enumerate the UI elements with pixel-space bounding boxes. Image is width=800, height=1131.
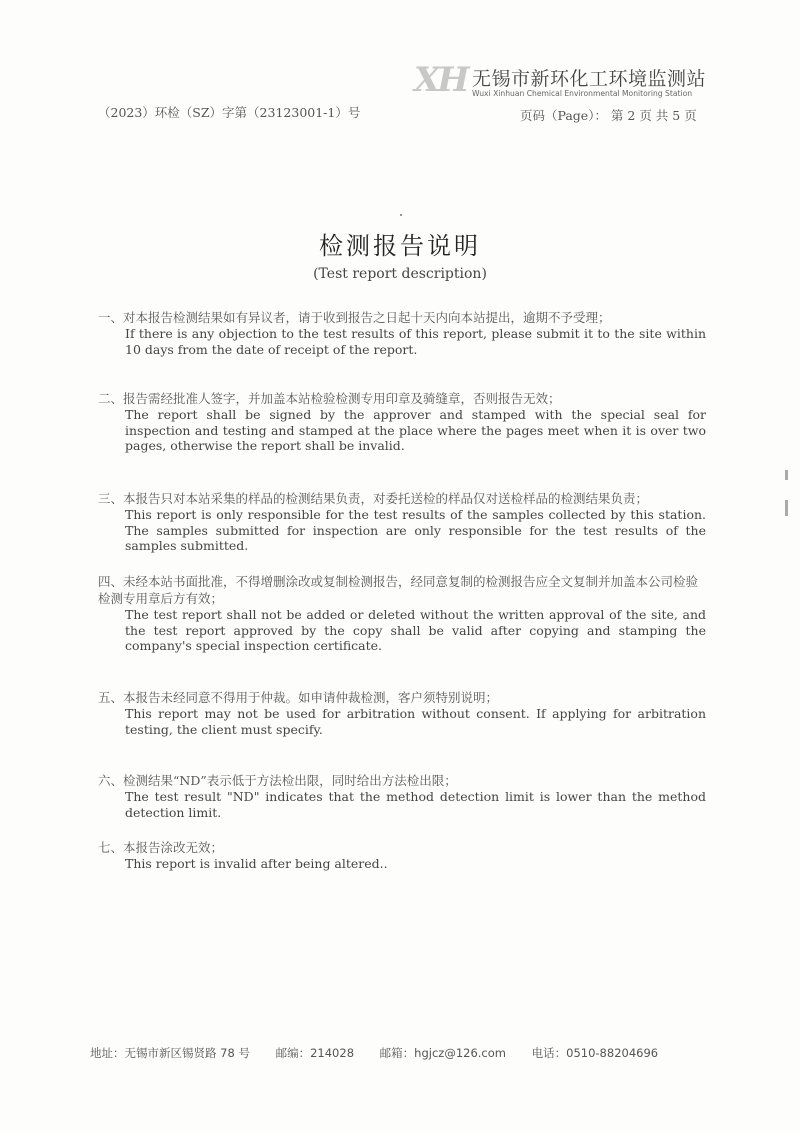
footer-postcode: 邮编：214028 [275,1046,355,1060]
item-text-en: If there is any objection to the test results of this report, please submit it to the site within 10 days from the date of receipt of the report. [125,326,706,357]
list-item [98,309,706,357]
list-item [98,839,706,872]
station-logo [414,58,714,102]
list-item [98,689,706,737]
item-text-cn: 四、未经本站书面批准，不得增删涂改或复制检测报告，经同意复制的检测报告应全文复制并加盖本公司检验检测专用章后方有效； [98,574,699,606]
footer [90,1045,680,1061]
page-number: 页码（Page）： 第 2 页 共 5 页 [520,108,697,123]
item-text-cn: 三、本报告只对本站采集的样品的检测结果负责，对委托送检的样品仅对送检样品的检测结果负责； [98,491,649,506]
speck [400,214,402,216]
logo-mark: XH [414,60,467,100]
item-text-en: This report is invalid after being altered.. [125,856,388,871]
item-text-cn: 五、本报告未经同意不得用于仲裁。如申请仲裁检测，客户须特别说明； [98,690,499,705]
seal-edge-mark [785,500,788,516]
item-text-en: The report shall be signed by the approver and stamped with the special seal for inspection and testing and stamped at the place where the pages meet when it is over two pages, otherwise the report shall be invalid. [125,407,706,454]
org-name-cn: 无锡市新环化工环境监测站 [472,68,707,90]
list-item [98,772,706,820]
page-subtitle: (Test report description) [313,266,487,282]
item-text-cn: 一、对本报告检测结果如有异议者，请于收到报告之日起十天内向本站提出，逾期不予受理； [98,310,611,325]
seal-edge-mark [785,470,788,480]
item-text-en: This report may not be used for arbitration without consent. If applying for arbitration testing, the client must specify. [125,706,706,737]
page-title: 检测报告说明 [319,232,481,260]
footer-address: 地址：无锡市新区锡贤路 78 号 [90,1046,250,1060]
list-item [98,573,706,654]
item-text-cn: 二、报告需经批准人签字，并加盖本站检验检测专用印章及骑缝章，否则报告无效； [98,391,561,406]
item-text-en: This report is only responsible for the test results of the samples collected by this station. The samples submitted for inspection are only responsible for the test results of the samples submitted. [125,507,706,554]
org-name-en: Wuxi Xinhuan Chemical Environmental Monitoring Station [472,89,693,98]
footer-email: 邮箱：hgjcz@126.com [379,1046,506,1060]
footer-phone: 电话：0510-88204696 [531,1046,659,1060]
report-number: （2023）环检（SZ）字第（23123001-1）号 [98,105,361,120]
item-text-en: The test report shall not be added or deleted without the written approval of the site, and the test report approved by the copy shall be valid after copying and stamping the company's special inspection certificate. [125,607,706,654]
item-text-cn: 六、检测结果“ND”表示低于方法检出限，同时给出方法检出限； [98,773,457,788]
item-text-cn: 七、本报告涂改无效； [98,840,224,855]
item-text-en: The test result "ND" indicates that the method detection limit is lower than the method detection limit. [125,789,706,820]
list-item [98,390,706,454]
list-item [98,490,706,554]
